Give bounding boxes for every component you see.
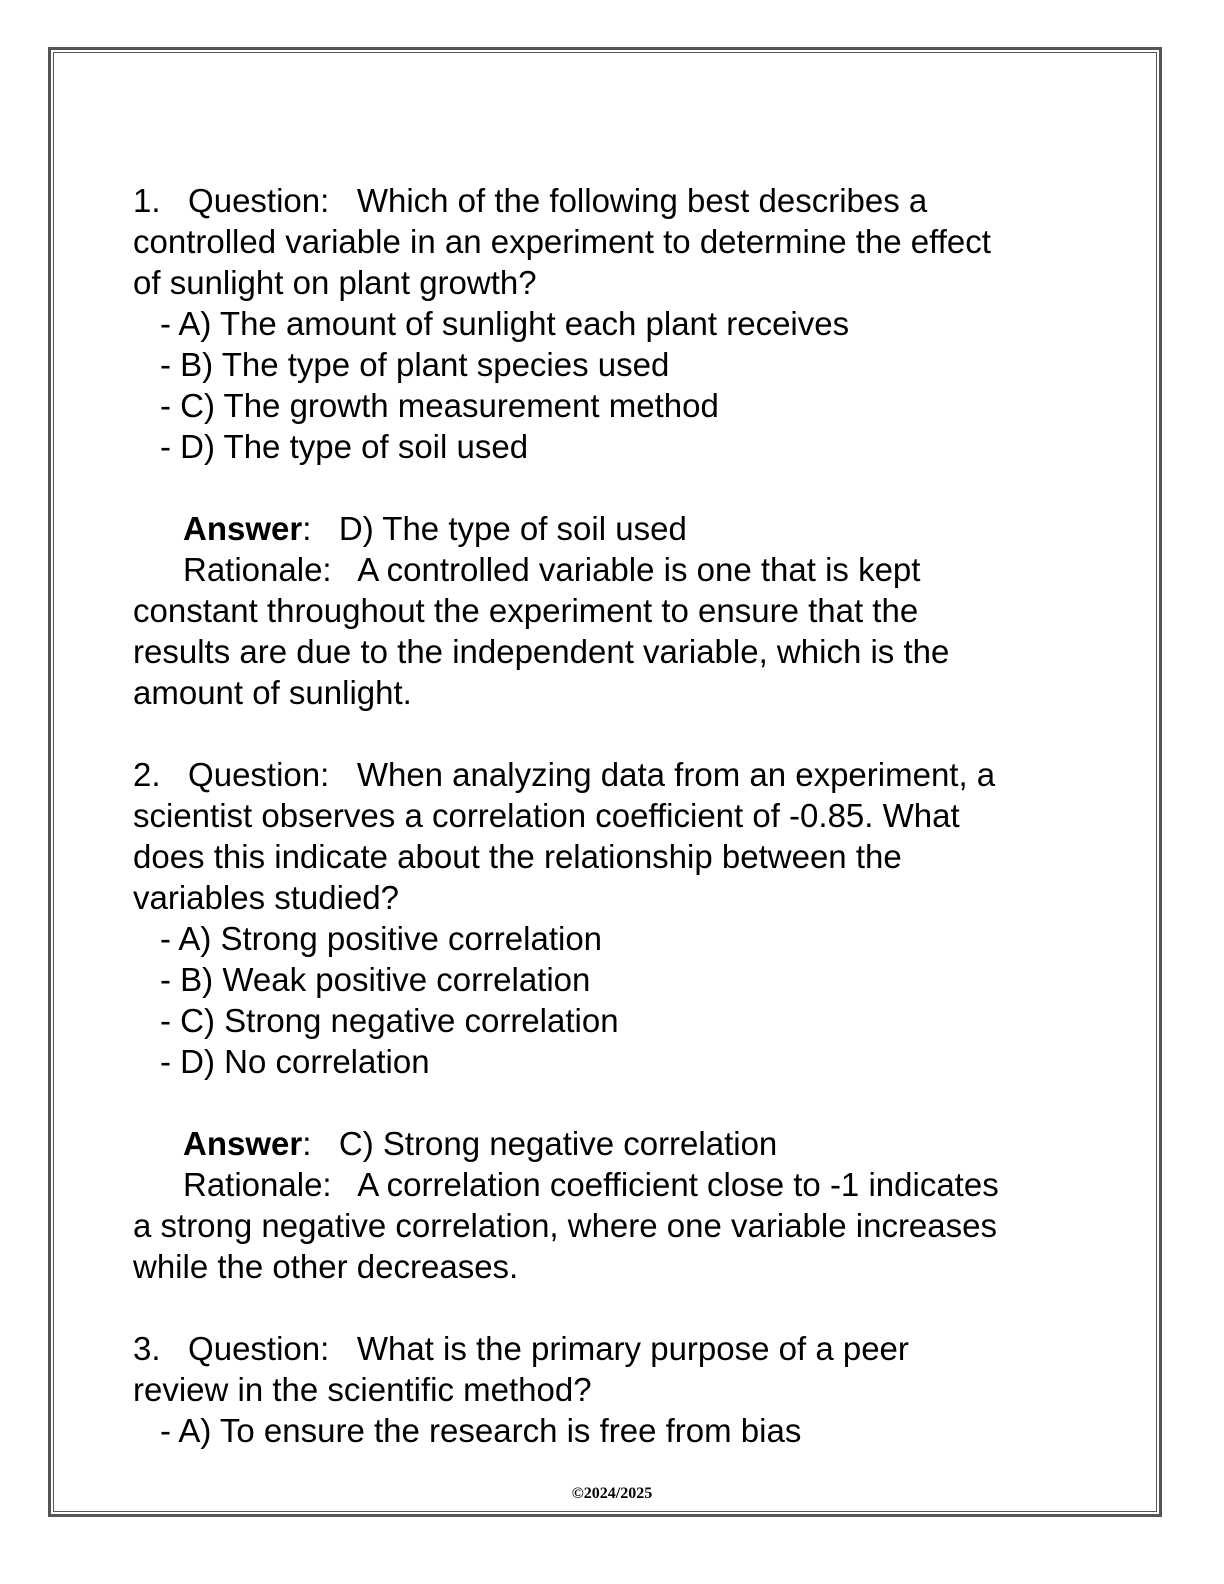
question-label: Question: bbox=[188, 1330, 330, 1367]
option-c: - C) Strong negative correlation bbox=[160, 1002, 619, 1039]
copyright-footer: ©2024/2025 bbox=[571, 1485, 653, 1502]
question-label: Question: bbox=[188, 756, 330, 793]
question-text: variables studied? bbox=[133, 879, 399, 916]
rationale-label: Rationale: bbox=[183, 551, 332, 588]
rationale-line bbox=[133, 1164, 1093, 1205]
rationale-text: constant throughout the experiment to ensure that the bbox=[133, 592, 919, 629]
question-text: does this indicate about the relationship between the bbox=[133, 838, 902, 875]
option-d: - D) The type of soil used bbox=[160, 428, 529, 465]
question-text: controlled variable in an experiment to determine the effect bbox=[133, 223, 991, 260]
spacer bbox=[133, 1287, 1093, 1328]
question-number: 2. bbox=[133, 756, 161, 793]
rationale-text: amount of sunlight. bbox=[133, 674, 412, 711]
question-text: When analyzing data from an experiment, a bbox=[356, 756, 996, 793]
rationale-text: results are due to the independent variable, which is the bbox=[133, 633, 950, 670]
option-a: - A) To ensure the research is free from bias bbox=[160, 1412, 802, 1449]
rationale-text: A correlation coefficient close to -1 indicates bbox=[357, 1166, 999, 1203]
rationale-label: Rationale: bbox=[183, 1166, 332, 1203]
question-text: review in the scientific method? bbox=[133, 1371, 592, 1408]
rationale-text: while the other decreases. bbox=[133, 1248, 519, 1285]
question-number: 3. bbox=[133, 1330, 161, 1367]
rationale-text: A controlled variable is one that is kept bbox=[357, 551, 921, 588]
rationale-line bbox=[133, 549, 1093, 590]
document-body bbox=[133, 180, 1093, 1451]
spacer bbox=[133, 713, 1093, 754]
rationale-text: a strong negative correlation, where one variable increases bbox=[133, 1207, 997, 1244]
option-c: - C) The growth measurement method bbox=[160, 387, 719, 424]
question-text: of sunlight on plant growth? bbox=[133, 264, 537, 301]
question-2-line-1 bbox=[133, 754, 1093, 795]
answer-text: : C) Strong negative correlation bbox=[302, 1125, 778, 1162]
answer-label: Answer bbox=[183, 510, 303, 547]
question-text: Which of the following best describes a bbox=[356, 182, 928, 219]
question-number: 1. bbox=[133, 182, 161, 219]
answer-line bbox=[133, 508, 1093, 549]
option-b: - B) The type of plant species used bbox=[160, 346, 670, 383]
question-3-line-1 bbox=[133, 1328, 1093, 1369]
question-text: What is the primary purpose of a peer bbox=[356, 1330, 909, 1367]
option-a: - A) Strong positive correlation bbox=[160, 920, 603, 957]
option-a: - A) The amount of sunlight each plant receives bbox=[160, 305, 850, 342]
spacer bbox=[133, 467, 1093, 508]
option-b: - B) Weak positive correlation bbox=[160, 961, 591, 998]
answer-text: : D) The type of soil used bbox=[302, 510, 687, 547]
answer-line bbox=[133, 1123, 1093, 1164]
question-1-line-1 bbox=[133, 180, 1093, 221]
answer-label: Answer bbox=[183, 1125, 303, 1162]
spacer bbox=[133, 1082, 1093, 1123]
option-d: - D) No correlation bbox=[160, 1043, 430, 1080]
question-label: Question: bbox=[188, 182, 330, 219]
question-text: scientist observes a correlation coefficient of -0.85. What bbox=[133, 797, 960, 834]
